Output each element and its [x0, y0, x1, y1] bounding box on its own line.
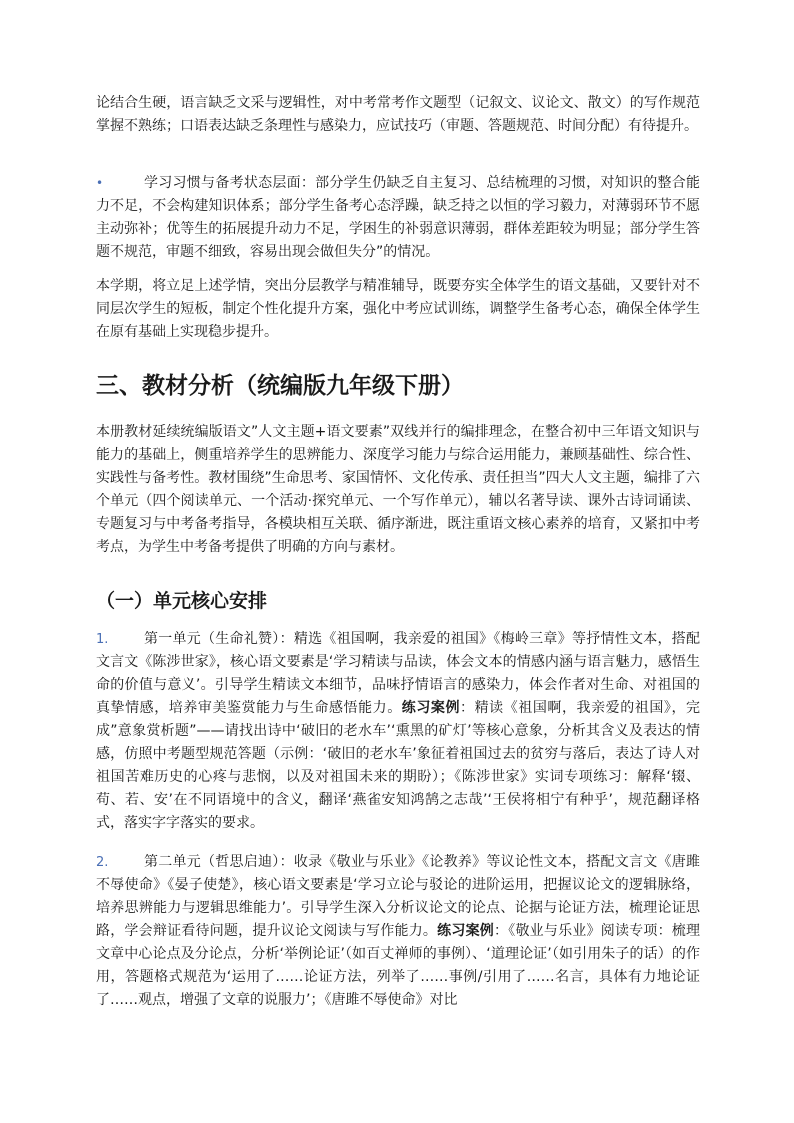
plan-paragraph: 本学期，将立足上述学情，突出分层教学与精准辅导，既要夯实全体学生的语文基础，又要针对不同层次学生的短板，制定个性化提升方案，强化中考应试训练，调整学生备考心态，确保全体学生在原有基础上实现稳步提升。 — [96, 278, 700, 340]
practice-case-text: ：《敬业与乐业》阅读专项：梳理文章中心论点及分论点，分析‘举例论证’（如百丈禅师的事例）、‘道理论证’（如引用朱子的话）的作用，答题格式规范为‘运用了……论证方法，列举了……事例/引用了……名言，具体有力地论证了……观点，增强了文章的说服力’；《唐雎不辱使命》对比 — [96, 923, 701, 1008]
practice-case-text: ：精读《祖国啊，我亲爱的祖国》，完成”意象赏析题”——请找出诗中‘破旧的老水车’‘熏黑的矿灯’等核心意象，分析其含义及表达的情感，仿照中考题型规范答题（示例：‘破旧的老水车’象征着祖国过去的贫穷与落后，表达了诗人对祖国苦难历史的心疼与悲悯，以及对祖国未来的期盼）；《陈涉世家》实词专项练习：解释‘辍、苟、若、安’在不同语境中的含义，翻译‘燕雀安知鸿鹄之志哉’‘王侯将相宁有种乎’，规范翻译格式，落实字字落实的要求。 — [96, 700, 701, 831]
unit-item-text — [96, 851, 700, 1012]
section-heading: 三、教材分析（统编版九年级下册） — [96, 373, 464, 399]
unit-list-item — [96, 851, 700, 1012]
list-number: 1. — [96, 632, 109, 647]
unit-item-text — [96, 628, 700, 835]
sub-heading: （一）单元核心安排 — [96, 590, 268, 612]
bullet-item-text: 学习习惯与备考状态层面：部分学生仍缺乏自主复习、总结梳理的习惯，对知识的整合能力不足，不会构建知识体系；部分学生备考心态浮躁，缺乏持之以恒的学习毅力，对薄弱环节不愿主动弥补；优等生的拓展提升动力不足，学困生的补弱意识薄弱，群体差距较为明显；部分学生答题不规范，审题不细致，容易出现会做但失分”的情况。 — [96, 175, 700, 260]
practice-case-label: 练习案例 — [437, 923, 495, 939]
unit-description: 第一单元（生命礼赞）：精选《祖国啊，我亲爱的祖国》《梅岭三章》等抒情性文本，搭配文言文《陈涉世家》，核心语文要素是‘学习精读与品读，体会文本的情感内涵与语言魅力，感悟生命的价值与意义’。引导学生精读文本细节，品味抒情语言的感染力，体会作者对生命、对祖国的真挚情感，培养审美鉴赏能力与生命感悟能力。 — [96, 631, 700, 716]
bullet-list-item — [96, 172, 700, 264]
top-paragraph: 论结合生硬，语言缺乏文采与逻辑性，对中考常考作文题型（记叙文、议论文、散文）的写作规范掌握不熟练；口语表达缺乏条理性与感染力，应试技巧（审题、答题规范、时间分配）有待提升。 — [96, 95, 700, 134]
list-number: 2. — [96, 855, 109, 870]
section-intro-paragraph: 本册教材延续统编版语文”人文主题+语文要素”双线并行的编排理念，在整合初中三年语文知识与能力的基础上，侧重培养学生的思辨能力、深度学习能力与综合运用能力，兼顾基础性、综合性、实践性与备考性。教材围绕”生命思考、家国情怀、文化传承、责任担当”四大人文主题，编排了六个单元（四个阅读单元、一个活动·探究单元、一个写作单元），辅以名著导读、课外古诗词诵读、专题复习与中考备考指导，各模块相互关联、循序渐进，既注重语文核心素养的培育，又紧扣中考考点，为学生中考备考提供了明确的方向与素材。 — [96, 424, 700, 555]
unit-list-item — [96, 628, 700, 835]
bullet-icon: • — [96, 176, 104, 190]
practice-case-label: 练习案例 — [401, 700, 461, 716]
unit-description: 第二单元（哲思启迪）：收录《敬业与乐业》《论教养》等议论性文本，搭配文言文《唐雎不辱使命》《晏子使楚》，核心语文要素是‘学习立论与驳论的进阶运用，把握议论文的逻辑脉络，培养思辨能力与逻辑思维能力’。引导学生深入分析议论文的论点、论据与论证方法，梳理论证思路，学会辩证看待问题，提升议论文阅读与写作能力。 — [96, 854, 700, 939]
